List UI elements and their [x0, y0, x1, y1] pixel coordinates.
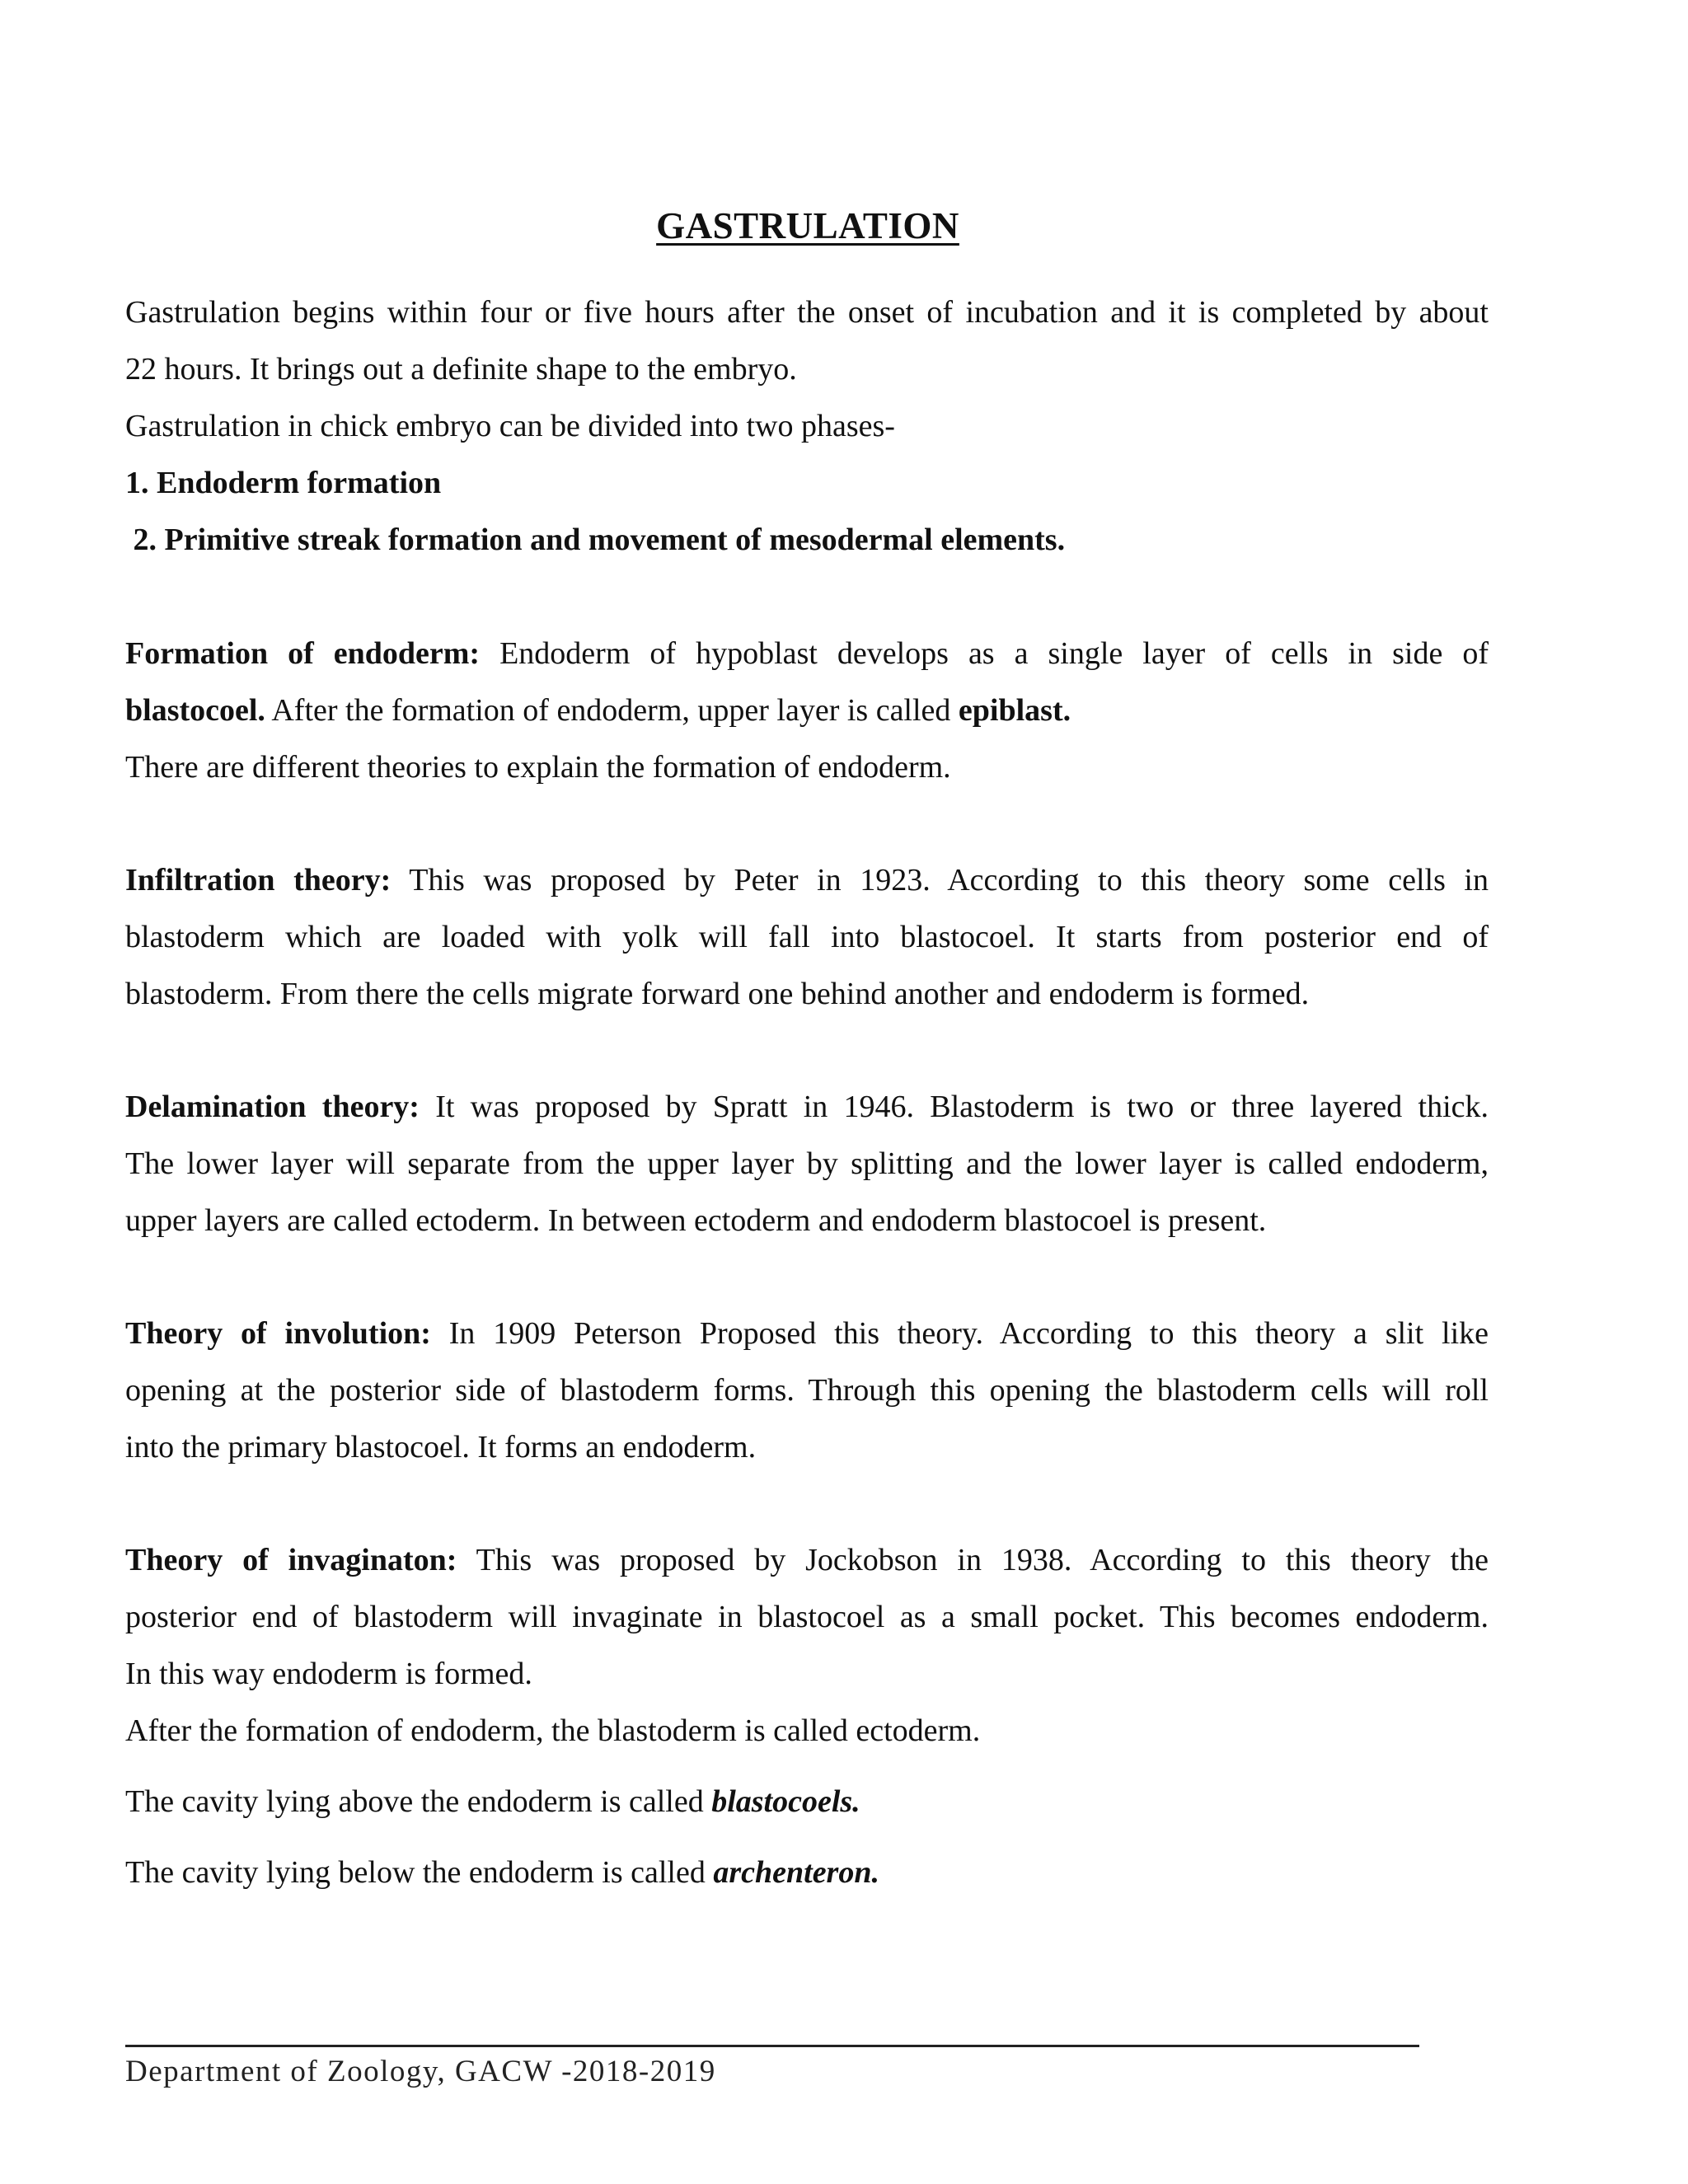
- cavity-above-line: [125, 1783, 860, 1821]
- delamination-heading: Delamination theory:: [125, 1090, 420, 1124]
- phase-1: 1. Endoderm formation: [125, 466, 442, 500]
- phase-2: 2. Primitive streak formation and movement of mesodermal elements.: [125, 523, 1066, 557]
- cavity-below-text: The cavity lying below the endoderm is called: [125, 1855, 714, 1890]
- invagination-line-4: After the formation of endoderm, the blastoderm is called ectoderm.: [125, 1713, 981, 1748]
- blastocoels-term: blastocoels.: [711, 1784, 860, 1819]
- blastocoel-term: blastocoel.: [125, 693, 265, 728]
- formation-line-1: [125, 635, 1489, 673]
- epiblast-term: epiblast.: [958, 693, 1071, 728]
- footer-rule: [125, 2045, 1419, 2047]
- page-footer: Department of Zoology, GACW -2018-2019: [125, 2055, 716, 2088]
- invagination-heading: Theory of invaginaton:: [125, 1543, 457, 1577]
- involution-line-1-text: In 1909 Peterson Proposed this theory. According to this theory a slit like: [430, 1316, 1489, 1351]
- delamination-line-1-text: It was proposed by Spratt in 1946. Blastoderm is two or three layered thick.: [419, 1090, 1489, 1124]
- delamination-line-2: The lower layer will separate from the upper layer by splitting and the lower layer is called endoderm,: [125, 1146, 1489, 1181]
- infiltration-heading: Infiltration theory:: [125, 863, 392, 898]
- invagination-line-2: posterior end of blastoderm will invaginate in blastocoel as a small pocket. This becomes endoderm.: [125, 1600, 1489, 1634]
- involution-heading: Theory of involution:: [125, 1316, 431, 1351]
- formation-line-2: [125, 691, 1071, 729]
- formation-line-3: There are different theories to explain the formation of endoderm.: [125, 750, 951, 785]
- cavity-above-text: The cavity lying above the endoderm is called: [125, 1784, 712, 1819]
- formation-line-2-text: After the formation of endoderm, upper layer is called: [265, 693, 959, 728]
- archenteron-term: archenteron.: [713, 1855, 879, 1890]
- intro-line-2: 22 hours. It brings out a definite shape to the embryo.: [125, 352, 797, 387]
- infiltration-line-3: blastoderm. From there the cells migrate forward one behind another and endoderm is formed.: [125, 977, 1310, 1011]
- cavity-below-line: [125, 1854, 879, 1891]
- invagination-line-1-text: This was proposed by Jockobson in 1938. According to this theory the: [457, 1543, 1489, 1577]
- page-title: GASTRULATION: [656, 205, 959, 246]
- infiltration-line-1: [125, 861, 1489, 899]
- intro-line-3: Gastrulation in chick embryo can be divided into two phases-: [125, 409, 895, 443]
- invagination-line-3: In this way endoderm is formed.: [125, 1657, 532, 1691]
- infiltration-line-1-text: This was proposed by Peter in 1923. According to this theory some cells in: [391, 863, 1489, 898]
- infiltration-line-2: blastoderm which are loaded with yolk will fall into blastocoel. It starts from posterior end of: [125, 920, 1489, 954]
- involution-line-2: opening at the posterior side of blastoderm forms. Through this opening the blastoderm cells will roll: [125, 1373, 1489, 1408]
- intro-line-1: Gastrulation begins within four or five hours after the onset of incubation and it is completed by about: [125, 295, 1489, 330]
- formation-line-1-text: Endoderm of hypoblast develops as a single layer of cells in side of: [480, 636, 1489, 671]
- involution-line-3: into the primary blastocoel. It forms an endoderm.: [125, 1430, 757, 1465]
- formation-heading: Formation of endoderm:: [125, 636, 481, 671]
- invagination-line-1: [125, 1541, 1489, 1579]
- delamination-line-3: upper layers are called ectoderm. In between ectoderm and endoderm blastocoel is present.: [125, 1203, 1267, 1238]
- involution-line-1: [125, 1315, 1489, 1352]
- delamination-line-1: [125, 1088, 1489, 1126]
